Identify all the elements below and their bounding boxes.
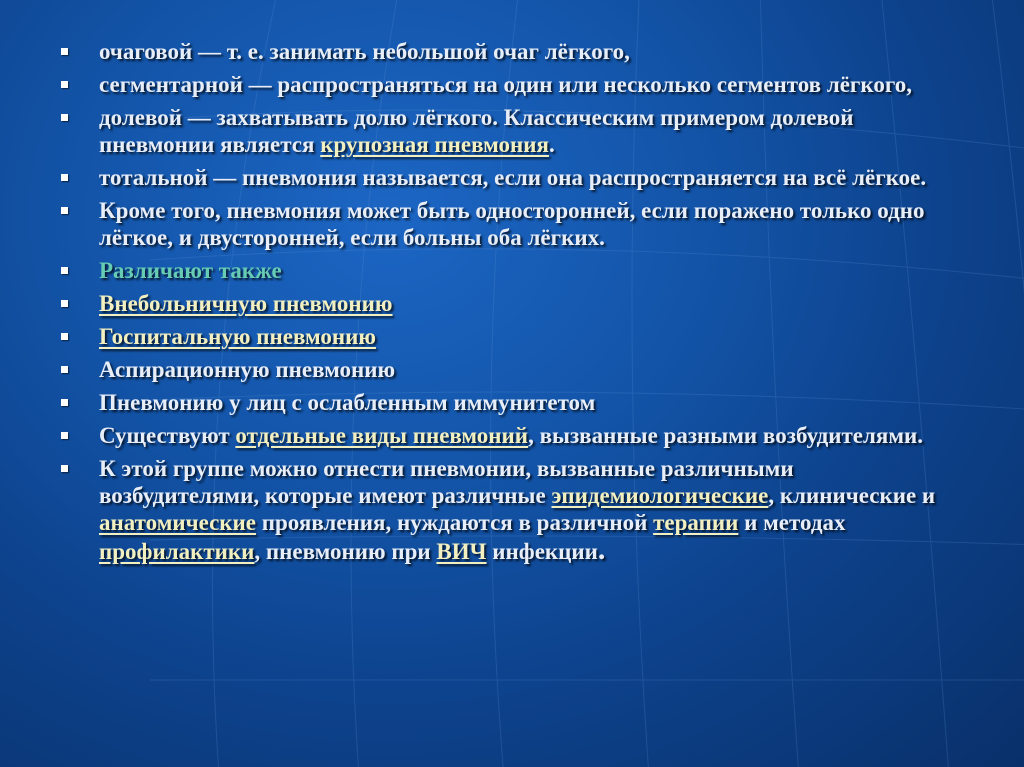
list-item bbox=[58, 455, 958, 565]
square-bullet-icon bbox=[61, 465, 68, 472]
item-text: инфекции bbox=[486, 539, 598, 564]
list-item bbox=[58, 197, 958, 251]
item-text: проявления, нуждаются в различной bbox=[256, 510, 654, 535]
square-bullet-icon bbox=[61, 207, 68, 214]
item-text: , пневмонию при bbox=[254, 539, 437, 564]
item-text: и методах bbox=[738, 510, 846, 535]
link-otdelnye-vidy-pnevmoniy[interactable]: отдельные виды пневмоний bbox=[235, 423, 529, 448]
square-bullet-icon bbox=[61, 267, 68, 274]
link-epidemiologicheskie[interactable]: эпидемиологические bbox=[551, 483, 769, 508]
square-bullet-icon bbox=[61, 300, 68, 307]
item-text: очаговой — т. е. занимать небольшой очаг лёгкого, bbox=[99, 39, 630, 64]
square-bullet-icon bbox=[61, 81, 68, 88]
item-text: . bbox=[597, 533, 606, 566]
square-bullet-icon bbox=[61, 432, 68, 439]
list-item bbox=[58, 290, 958, 317]
square-bullet-icon bbox=[61, 366, 68, 373]
link-gospitalnaya-pnevmoniya[interactable]: Госпитальную пневмонию bbox=[99, 324, 376, 349]
item-text: , клинические и bbox=[768, 483, 936, 508]
item-text: Существуют bbox=[99, 423, 236, 448]
list-item bbox=[58, 389, 958, 416]
list-item bbox=[58, 104, 958, 158]
item-text: Аспирационную пневмонию bbox=[99, 357, 396, 382]
square-bullet-icon bbox=[61, 333, 68, 340]
item-text: тотальной — пневмония называется, если она распространяется на всё лёгкое. bbox=[99, 165, 927, 190]
item-text: сегментарной — распространяться на один или несколько сегментов лёгкого, bbox=[99, 72, 912, 97]
square-bullet-icon bbox=[61, 114, 68, 121]
list-item bbox=[58, 356, 958, 383]
list-item bbox=[58, 323, 958, 350]
link-krupoznaya-pnevmoniya[interactable]: крупозная пневмония bbox=[320, 132, 549, 157]
list-item bbox=[58, 422, 958, 449]
square-bullet-icon bbox=[61, 174, 68, 181]
link-vich[interactable]: ВИЧ bbox=[436, 539, 487, 564]
bullet-list bbox=[58, 38, 958, 571]
square-bullet-icon bbox=[61, 399, 68, 406]
item-text: Кроме того, пневмония может быть односторонней, если поражено только одно лёгкое, и двусторонней, если больны оба лёгких. bbox=[99, 198, 925, 250]
item-text: Различают также bbox=[99, 258, 282, 283]
link-anatomicheskie[interactable]: анатомические bbox=[99, 510, 257, 535]
link-profilaktiki[interactable]: профилактики bbox=[99, 539, 255, 564]
item-text: Пневмонию у лиц с ослабленным иммунитетом bbox=[99, 390, 596, 415]
square-bullet-icon bbox=[61, 48, 68, 55]
list-item bbox=[58, 71, 958, 98]
list-item bbox=[58, 257, 958, 284]
item-text: . bbox=[548, 132, 555, 157]
list-item bbox=[58, 38, 958, 65]
item-text: К этой группе можно отнести пневмонии, вызванные различными возбудителями, которые имеют различные bbox=[99, 456, 794, 508]
item-text: , вызванные разными возбудителями. bbox=[528, 423, 924, 448]
link-terapii[interactable]: терапии bbox=[653, 510, 739, 535]
link-vnebolnichnaya-pnevmoniya[interactable]: Внебольничную пневмонию bbox=[99, 291, 393, 316]
list-item bbox=[58, 164, 958, 191]
item-text: долевой — захватывать долю лёгкого. Классическим примером долевой пневмонии является bbox=[99, 105, 854, 157]
